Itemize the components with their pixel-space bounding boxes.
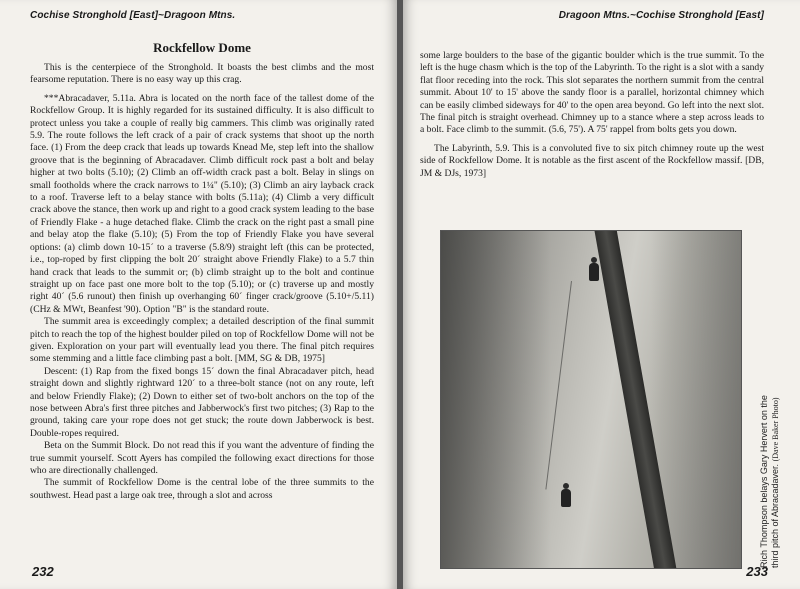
climber-lower [561, 489, 571, 507]
page-number-left: 232 [32, 564, 54, 579]
intro-paragraph: This is the centerpiece of the Stronghold. It boasts the best climbs and the most fearsome reputation. There is no easy way up this crag. [30, 62, 374, 86]
route-labyrinth: The Labyrinth, 5.9. This is a convoluted five to six pitch chimney route up the west side of Rockfellow Dome. It is notable as the first ascent of the Rockfellow massif. [DB, JM & DJs, 1973] [420, 142, 764, 179]
right-body-text [420, 50, 764, 180]
page-right [403, 0, 800, 589]
photo-caption [759, 300, 780, 570]
running-head-left: Cochise Stronghold [East]~Dragoon Mtns. [30, 10, 236, 21]
photo-credit: (Dave Baker Photo) [770, 397, 780, 462]
section-title: Rockfellow Dome [153, 40, 251, 55]
summit-directions-paragraph: The summit of Rockfellow Dome is the central lobe of the three summits to the southwest. Head past a large oak tree, through a slot and across [30, 477, 374, 501]
route-abracadaver: ***Abracadaver, 5.11a. Abra is located on the north face of the tallest dome of the Rockfellow Group. It is highly regarded for its sustained difficulty. It is also difficult to protect unless you take a couple of really big cammers. This climb was originally rated 5.9. The route follows the left crack of a pair of crack systems that shoot up the north face. (1) From the deep crack that leads up towards Knead Me, step left into the shallow groove that is the beginning of Abracadaver. Climb difficult rock past a bolt and belay higher at two bolts (5.10); (2) Climb an off-width crack past a bolt. Belay in slings on small footholds where the crack narrows to 1¼" (5.10); (3) Climb an airy layback crack to a roof. Traverse left to a belay stance with bolts (5.11a); (4) Climb a very difficult crack above the stance, then work up and right to a good crack system leading to the base of Friendly Flake - a huge detached flake. Climb the crack on the right past a small pine and belay atop the flake (5.10); (5) From the top of Friendly Flake you have several options: (a) climb down 10-15´ to a traverse (5.8/9) straight left (this can be protected, i.e., top-roped by first clipping the bolt 20´ straight above Friendly Flake) to a 5.7 thin hand crack that leads to the summit or; (b) climb straight up to the bolt and continue straight up on face past one more bolt to the top (5.10); or (c) traverse up and mostly right 40´ (5.6 runout) then finish up overhanging 60´ finger crack/groove (5.10+/5.11) (CHz & MWt, Beanfest '90). Option "B" is the standard route. [30, 92, 374, 315]
caption-line-2: third pitch of Abracadaver. [769, 463, 780, 568]
page-left [0, 0, 397, 589]
beta-paragraph: Beta on the Summit Block. Do not read this if you want the adventure of finding the true summit yourself. Scott Ayers has compiled the following exact directions for those who are directionally challenged. [30, 440, 374, 476]
left-body-text [30, 62, 374, 502]
climber-upper [589, 263, 599, 281]
climbing-photo [440, 230, 742, 569]
caption-line-1: Rich Thompson belays Gary Hervert on the [759, 395, 769, 568]
descent-paragraph: Descent: (1) Rap from the fixed bongs 15´ down the final Abracadaver pitch, head straight down and slightly rightward 120´ to a three-bolt stance (not on any route, left and below Friendly Flake); (2) Down to either set of two-bolt anchors on the top of the nose between Abra's first three pitches and Jabberwock's first two pitches; (3) Rap to the ground, taking care your rope does not get stuck; the route down Jabberwock is best. Double-ropes required. [30, 365, 374, 439]
page-number-right: 233 [746, 564, 768, 579]
running-head-right: Dragoon Mtns.~Cochise Stronghold [East] [558, 10, 764, 21]
summit-paragraph: The summit area is exceedingly complex; a detailed description of the final summit pitch to reach the top of the highest boulder piled on top of Rockfellow Dome will not be given. Exploration on your part will eventually lead you there. The final pitch requires some stemming and a little face climbing past a bolt. [MM, SG & DB, 1975] [30, 316, 374, 365]
summit-directions-continued: some large boulders to the base of the gigantic boulder which is the true summit. To the left is the huge chasm which is the top of the Labyrinth. To the right is a slot with a sandy flat floor receding into the rock. This slot separates the northern summit from the central summit. About 10' to 15' above the sandy floor is a parallel, horizontal chimney which can be easily climbed sideways for 40' to the open area beyond. Go left into the next slot. The final pitch is straight overhead. Chimney up to a stance where a step across leads to a bolt. Face climb to the summit. (5.6, 75'). A 75' rappel from bolts gets you down. [420, 50, 764, 136]
